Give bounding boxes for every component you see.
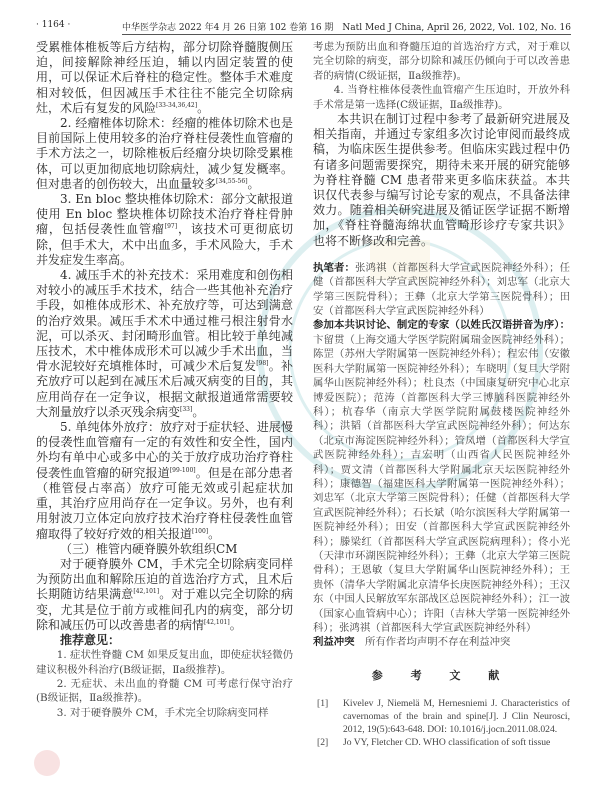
publisher-logo-icon	[34, 750, 60, 776]
citation[interactable]: [42,101]	[133, 588, 160, 596]
section-heading: （三）椎管内硬脊膜外软组织CM	[60, 541, 238, 556]
text: 3. En bloc 整块椎体切除术：部分文献报道使用 En bloc 整块椎体切除技术治疗脊柱骨肿瘤，包括侵袭性血管瘤	[36, 192, 293, 237]
text: 受累椎体椎板等后方结构，部分切除脊髓腹侧压迫，间接解除神经压迫，辅以内固定装置的使用，可以保证术后脊柱的稳定性。整体手术难度相对较低，但因减压手术往往不能完全切除病灶，术后有复发的风险	[36, 40, 293, 115]
citation[interactable]: [100]	[192, 527, 209, 535]
text: 2. 经瘤椎体切除术：经瘤的椎体切除术也是目前国际上使用较多的治疗脊柱侵袭性血管瘤的手术方法之一，切除椎板后经瘤分块切除受累椎体，可以更加彻底地切除病灶，减少复发概率。但对患者的创伤较大，出血量较多	[36, 116, 293, 191]
experts-list: 卞留贯（上海交通大学医学院附属瑞金医院神经外科）；陈罡（苏州大学附属第一医院神经外科）；程宏伟（安徽医科大学附属第一医院神经外科）；车晓明（复旦大学附属华山医院神经外科）；杜良杰（中国康复研究中心北京博爱医院）；范涛（首都医科大学三博脑科医院神经外科）；杭春华（南京大学医学院附属鼓楼医院神经外科）；洪韬（首都医科大学宣武医院神经外科）；何达东（北京市海淀医院神经外科）；管凤增（首都医科大学宣武医院神经外科）；吉宏明（山西省人民医院神经外科）；贾文清（首都医科大学附属北京天坛医院神经外科）；康德智（福建医科大学附属第一医院神经外科）；刘忠军（北京大学第三医院骨科）；任健（首都医科大学宣武医院神经外科）；石长斌（哈尔滨医科大学附属第一医院神经外科）；田安（首都医科大学宣武医院神经外科）；滕梁红（首都医科大学宣武医院病理科）；佟小光（天津市环湖医院神经外科）；王彝（北京大学第三医院骨科）；王恩敏（复旦大学附属华山医院神经外科）；王贵怀（清华大学附属北京清华长庚医院神经外科）；王汉东（中国人民解放军东部战区总医院神经外科）；江一波（国家心血管病中心）；许阳（吉林大学第一医院神经外科）；张鸿祺（首都医科大学宣武医院神经外科）	[313, 333, 570, 635]
conflict-of-interest	[313, 635, 570, 649]
left-column	[36, 40, 293, 720]
running-header	[36, 20, 571, 34]
reference-text: Jo VY, Fletcher CD. WHO classification of soft tissue	[343, 737, 551, 749]
citation[interactable]: [97]	[164, 223, 178, 231]
reference-text: Kivelev J, Niemelä M, Hernesniemi J. Characteristics of cavernomas of the brain and spine[J]. J Clin Neurosci, 2012, 19(5):643-648. DOI: 10.1016/j.jocn.2011.08.024.	[343, 698, 570, 736]
text: 4. 减压手术的补充技术：采用难度和创伤相对较小的减压手术技术，结合一些其他补充治疗手段，如椎体成形术、补充放疗等，可达到满意的治疗效果。减压手术术中通过椎弓根注射骨水泥，可以杀灭、封闭畸形血管。相比较于单纯减压技术，术中椎体成形术可以减少手术出血，当骨水泥较好充填椎体时，可减少术后复发	[36, 268, 293, 374]
citation[interactable]: [98]	[256, 360, 269, 368]
recommendation-3-continued: 考虑为预防出血和脊髓压迫的首选治疗方式，对于难以完全切除的病变，部分切除和减压仍倾向于可以改善患者的病情(C级证据，Ⅱa级推荐)。	[313, 41, 570, 82]
recommendation-3: 3. 对于硬脊膜外 CM，手术完全切除病变同样	[56, 706, 269, 719]
paragraph: 5. 单纯体外放疗：放疗对于症状轻、进展慢的侵袭性血管瘤有一定的有效性和安全性，国内外均有单中心或多中心的关于放疗成功治疗脊柱侵袭性血管瘤的研究报道[99-100]。但是在部分患者（椎管侵占率高）放疗可能无效或引起症状加重，其治疗应用尚存在一定争议。另外，也有利用射波刀立体定向放疗技术治疗脊柱侵袭性血管瘤取得了较好疗效的相关报道[100]。	[36, 420, 293, 541]
paragraph: 2. 经瘤椎体切除术：经瘤的椎体切除术也是目前国际上使用较多的治疗脊柱侵袭性血管瘤的手术方法之一，切除椎板后经瘤分块切除受累椎体，可以更加彻底地切除病灶，减少复发概率。但对患者的创伤较大，出血量较多[34,55-56]。	[36, 116, 293, 191]
coi-label: 利益冲突	[313, 636, 355, 649]
experts	[313, 318, 570, 635]
text: 。补充放疗可以起到在减压术后减灭病变的目的，其应用尚存在一定争议，根据文献报道通常需要较大剂量放疗以杀灭残余病变	[36, 359, 293, 419]
reference-number: [2]	[317, 737, 329, 749]
reference-item	[313, 697, 570, 736]
right-column	[313, 40, 570, 749]
writers-list: 张鸿祺（首都医科大学宣武医院神经外科）；任健（首都医科大学宣武医院神经外科）；刘忠军（北京大学第三医院骨科）；王彝（北京大学第三医院骨科）；田安（首都医科大学宣武医院神经外科）	[313, 261, 570, 318]
writers-label: 执笔者：	[313, 261, 355, 274]
paragraph: 对于硬脊膜外 CM，手术完全切除病变同样为预防出血和解除压迫的首选治疗方式，且术后长期随访结果满意[42,101]。对于难以完全切除的病变，尤其是位于前方或椎间孔内的病变，部分切除和减压仍可以改善患者的病情[42,101]。	[36, 556, 293, 632]
paragraph	[36, 192, 293, 268]
citation[interactable]: [33]	[180, 405, 193, 413]
recommendation-4: 4. 当脊柱椎体侵袭性血管瘤产生压迫时，开放外科手术常是第一选择(C级证据，Ⅱa级推荐)。	[313, 84, 570, 111]
closing-paragraph: 本共识在制订过程中参考了最新研究进展及相关指南，并通过专家组多次讨论审阅而最终成稿，为临床医生提供参考。但临床实践过程中仍有诸多问题需要探究，期待未来开展的研究能够为脊柱脊髓 CM 患者带来更多临床获益。本共识仅代表参与编写讨论专家的观点，不具备法律效力。随着相关研究进展及循证医学证据不断增加，《脊柱脊髓海绵状血管畸形诊疗专家共识》也将不断修改和完善。	[313, 112, 570, 248]
text: 。但是在部分患者（椎管侵占率高）放疗可能无效或引起症状加重，其治疗应用尚存在一定争议。另外，也有利用射波刀立体定向放疗技术治疗脊柱侵袭性血管瘤取得了较好疗效的相关报道	[36, 465, 293, 541]
recommendation-heading: 推荐意见：	[60, 632, 121, 647]
citation[interactable]: [34,55-56]	[216, 177, 248, 185]
writers	[313, 261, 570, 319]
paragraph: 4. 减压手术的补充技术：采用难度和创伤相对较小的减压手术技术，结合一些其他补充治疗手段，如椎体成形术、补充放疗等，可达到满意的治疗效果。减压手术术中通过椎弓根注射骨水泥，可以杀灭、封闭畸形血管。相比较于单纯减压技术，术中椎体成形术可以减少手术出血，当骨水泥较好充填椎体时，可减少术后复发[98]。补充放疗可以起到在减压术后减灭病变的目的，其应用尚存在一定争议，根据文献报道通常需要较大剂量放疗以杀灭残余病变[33]。	[36, 268, 293, 419]
text: 对于硬脊膜外 CM，手术完全切除病变同样为预防出血和解除压迫的首选治疗方式，且术后长期随访结果满意	[36, 556, 293, 602]
coi-text: 所有作者均声明不存在利益冲突	[364, 636, 511, 649]
publisher-logo-watermark	[34, 750, 60, 776]
citation[interactable]: [33-34,36,42]	[156, 101, 198, 109]
journal-citation: 中华医学杂志 2022 年4 月 26 日第 102 卷第 16 期 Natl Med J China, April 26, 2022, Vol. 102, No. 16	[122, 20, 571, 35]
page-number: · 1164 ·	[36, 20, 71, 30]
recommendation-2: 2. 无症状、未出血的脊髓 CM 可考虑行保守治疗(B级证据，Ⅱa级推荐)。	[36, 677, 293, 705]
paragraph: 受累椎体椎板等后方结构，部分切除脊髓腹侧压迫，间接解除神经压迫，辅以内固定装置的使用，可以保证术后脊柱的稳定性。整体手术难度相对较低，但因减压手术往往不能完全切除病灶，术后有复发的风险[33-34,36,42]。	[36, 40, 293, 115]
reference-item	[313, 736, 570, 749]
recommendation-1: 1. 症状性脊髓 CM 如果反复出血，即使症状轻微仍建议积极外科治疗(B级证据，Ⅱa级推荐)。	[36, 649, 293, 676]
text: ，该技术可更彻底切除，但手术大，术中出血多，手术风险大，手术并发症发生率高。	[36, 222, 293, 267]
text: 5. 单纯体外放疗：放疗对于症状轻、进展慢的侵袭性血管瘤有一定的有效性和安全性，国内外均有单中心或多中心的关于放疗成功治疗脊柱侵袭性血管瘤的研究报道	[36, 420, 293, 480]
citation[interactable]: [99-100]	[169, 466, 196, 474]
text: 。对于难以完全切除的病变，尤其是位于前方或椎间孔内的病变，部分切除和减压仍可以改善患者的病情	[36, 587, 293, 632]
experts-label: 参加本共识讨论、制定的专家（以姓氏汉语拼音为序）：	[313, 319, 570, 332]
citation[interactable]: [42,101]	[204, 618, 230, 626]
reference-number: [1]	[317, 698, 329, 710]
references-title: 参 考 文 献	[371, 668, 512, 682]
